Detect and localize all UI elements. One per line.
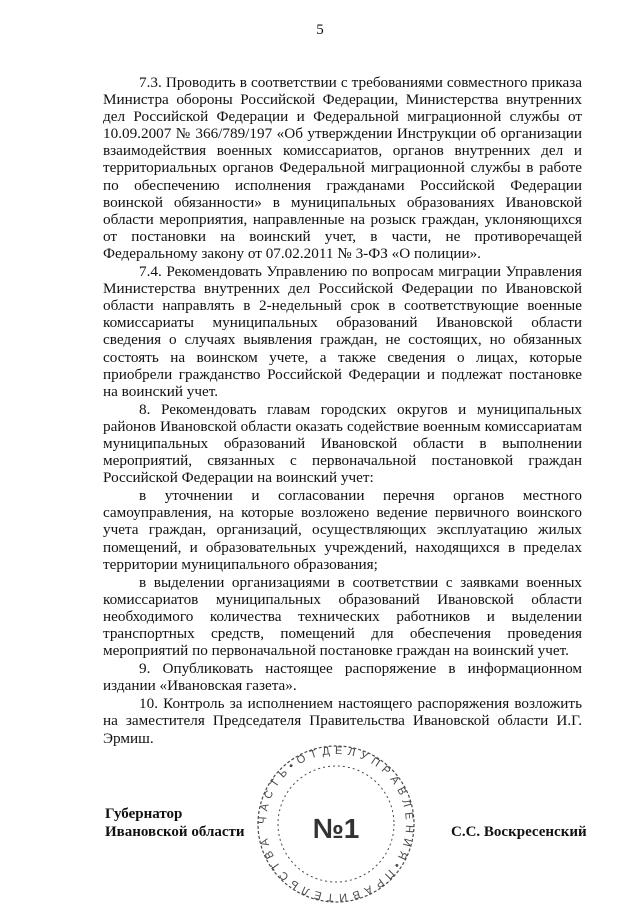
signature-title-line1: Губернатор — [105, 806, 183, 822]
document-body — [103, 74, 582, 748]
page-number: 5 — [316, 22, 324, 38]
official-stamp — [236, 744, 436, 904]
paragraph-7-4: 7.4. Рекомендовать Управлению по вопросам миграции Управления Министерства внутренних дел Российской Федерации по Ивановской области направлять в 2-недельный срок в соответствующие военные комиссариаты муниципальных образований Ивановской области сведения о случаях выявления граждан, не состоящих, но обязанных состоять на воинском учете, а также сведения о лицах, которые приобрели гражданство Российской Федерации и подлежат постановке на воинский учет. — [103, 263, 582, 400]
stamp-ring-text: Ч А С Т Ь • О Т Д Е Л У П Р А В Л Е Н И Я • П Р А В И Т Е Л Ь С Т В А — [256, 744, 416, 904]
paragraph-8-item-1: в уточнении и согласовании перечня органов местного самоуправления, на которые возложено ведение первичного воинского учета граждан, организаций, осуществляющих эксплуатацию жилых помещений, и образовательных учреждений, находящихся в пределах территории муниципального образования; — [103, 487, 582, 573]
signature-title — [105, 805, 245, 841]
signature-title-line2: Ивановской области — [105, 824, 245, 840]
paragraph-8: 8. Рекомендовать главам городских округов и муниципальных районов Ивановской области оказать содействие военным комиссариатам муниципальных образований Ивановской области в выполнении мероприятий, связанных с первоначальной постановкой граждан Российской Федерации на воинский учет: — [103, 400, 582, 487]
paragraph-9: 9. Опубликовать настоящее распоряжение в информационном издании «Ивановская газета». — [103, 660, 582, 695]
stamp-number: №1 — [312, 813, 360, 844]
paragraph-10: 10. Контроль за исполнением настоящего распоряжения возложить на заместителя Председателя Правительства Ивановской области И.Г. Эрмиш. — [103, 695, 582, 747]
paragraph-7-3: 7.3. Проводить в соответствии с требованиями совместного приказа Министра обороны Российской Федерации, Министерства внутренних дел Российской Федерации и Федеральной миграционной службы от 10.09.2007 № 366/789/197 «Об утверждении Инструкции об организации взаимодействия военных комиссариатов, органов внутренних дел и территориальных органов Федеральной миграционной службы в работе по обеспечению исполнения гражданами Российской Федерации воинской обязанности» в муниципальных образованиях Ивановской области мероприятия, направленные на розыск граждан, уклоняющихся от постановки на воинский учет, в части, не противоречащей Федеральному закону от 07.02.2011 № 3-ФЗ «О полиции». — [103, 74, 582, 262]
paragraph-8-item-2: в выделении организациями в соответствии с заявками военных комиссариатов муниципальных образований Ивановской области необходимого количества технических работников и выделении транспортных средств, помещений для обеспечения проведения мероприятий по первоначальной постановке граждан на воинский учет. — [103, 573, 582, 660]
signature-name: С.С. Воскресенский — [451, 824, 587, 840]
